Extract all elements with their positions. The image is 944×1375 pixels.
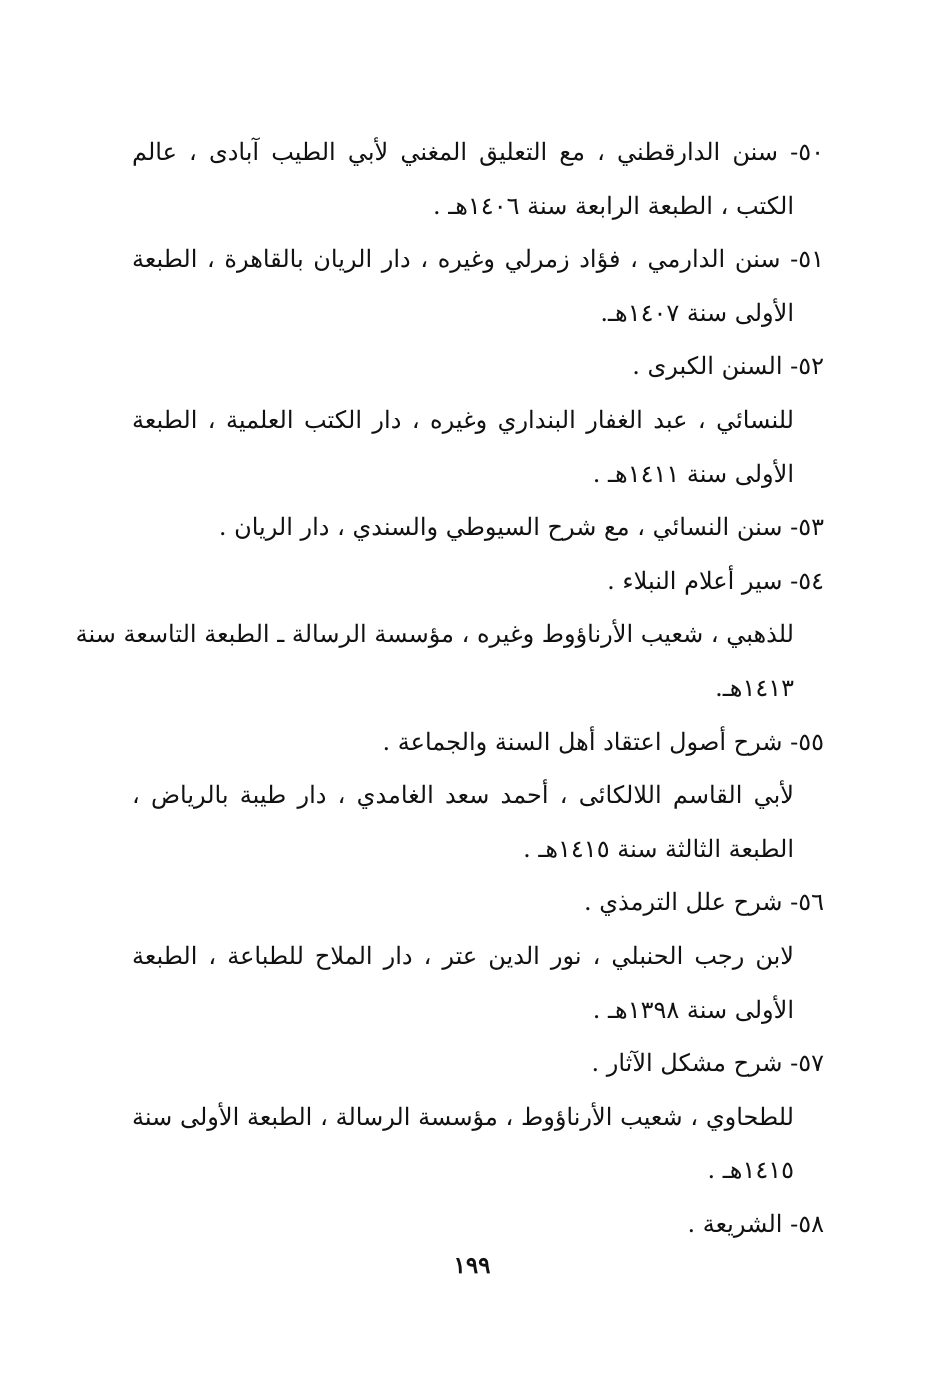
entry-57-line-2: ١٤١٥هـ . (707, 1156, 794, 1185)
entry-50-line-2: الكتب ، الطبعة الرابعة سنة ١٤٠٦هـ . (432, 191, 794, 220)
bibliography-list (75, 126, 824, 1251)
entry-52-title: ٥٢- السنن الكبرى . (632, 352, 824, 381)
entry-57-line-1: للطحاوي ، شعيب الأرناؤوط ، مؤسسة الرسالة ، الطبعة الأولى سنة (132, 1102, 794, 1131)
entry-58-title: ٥٨- الشريعة . (687, 1209, 824, 1238)
entry-56-line-2: الأولى سنة ١٣٩٨هـ . (592, 995, 794, 1024)
entry-56-line-1: لابن رجب الحنبلي ، نور الدين عتر ، دار الملاح للطباعة ، الطبعة (132, 941, 794, 970)
entry-55-line-2: الطبعة الثالثة سنة ١٤١٥هـ . (523, 834, 794, 863)
entry-51-line-2: الأولى سنة ١٤٠٧هـ. (600, 298, 794, 327)
entry-55-line-1: لأبي القاسم اللالكائى ، أحمد سعد الغامدي ، دار طيبة بالرياض ، (132, 781, 794, 810)
entry-50-line-1: ٥٠- سنن الدارقطني ، مع التعليق المغني لأبي الطيب آبادى ، عالم (132, 138, 824, 166)
entry-55-title: ٥٥- شرح أصول اعتقاد أهل السنة والجماعة . (382, 727, 824, 756)
entry-57-title: ٥٧- شرح مشكل الآثار . (591, 1049, 824, 1078)
entry-54-title: ٥٤- سير أعلام النبلاء . (607, 566, 824, 595)
entry-56-title: ٥٦- شرح علل الترمذي . (583, 888, 824, 917)
entry-51-line-1: ٥١- سنن الدارمي ، فؤاد زمرلي وغيره ، دار الريان بالقاهرة ، الطبعة (132, 245, 824, 274)
entry-54-line-1: للذهبي ، شعيب الأرناؤوط وغيره ، مؤسسة الرسالة ـ الطبعة التاسعة سنة (75, 620, 794, 649)
entry-52-line-1: للنسائي ، عبد الغفار البنداري وغيره ، دار الكتب العلمية ، الطبعة (132, 405, 794, 434)
entry-53-title: ٥٣- سنن النسائي ، مع شرح السيوطي والسندي ، دار الريان . (218, 513, 824, 542)
entry-54-line-2: ١٤١٣هـ. (715, 673, 794, 702)
entry-52-line-2: الأولى سنة ١٤١١هـ . (592, 459, 794, 488)
page-number: ١٩٩ (453, 1252, 491, 1279)
